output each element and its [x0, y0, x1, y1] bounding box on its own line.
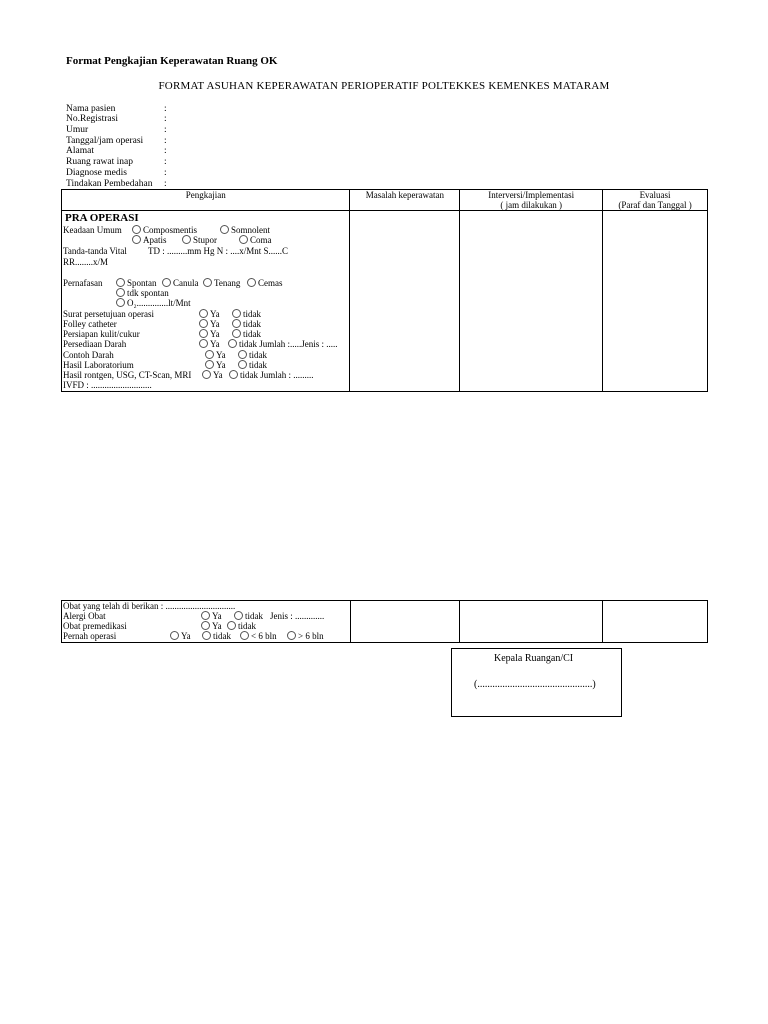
radio-icon[interactable]	[247, 278, 256, 287]
radio-icon[interactable]	[205, 360, 214, 369]
option-kurang-6-bln[interactable]: < 6 bln	[240, 631, 277, 641]
radio-icon[interactable]	[220, 225, 229, 234]
separator: :	[164, 104, 167, 114]
label-contoh-darah: Contoh Darah	[63, 350, 114, 360]
option-ya[interactable]: Ya	[199, 329, 220, 339]
radio-icon[interactable]	[232, 309, 241, 318]
section-pra-operasi: PRA OPERASI	[65, 212, 139, 224]
option-tidak[interactable]: tidak	[227, 621, 256, 631]
radio-icon[interactable]	[201, 611, 210, 620]
radio-icon[interactable]	[229, 370, 238, 379]
header-evaluasi	[603, 190, 708, 211]
field-umur: Umur	[66, 125, 89, 135]
option-tidak[interactable]: tidak	[238, 360, 267, 370]
label-obat-diberikan: Obat yang telah di berikan : ...............................	[63, 601, 236, 611]
option-apatis[interactable]: Apatis	[132, 235, 167, 245]
label-ivfd: IVFD : ...........................	[63, 380, 152, 390]
label-folley-catheter: Folley catheter	[63, 319, 117, 329]
label-jenis: Jenis : .............	[270, 611, 325, 621]
label-keadaan-umum: Keadaan Umum	[63, 225, 122, 235]
radio-icon[interactable]	[287, 631, 296, 640]
option-ya[interactable]: Ya	[199, 309, 220, 319]
option-tidak-jumlah[interactable]: tidak Jumlah : .........	[229, 370, 314, 380]
radio-icon[interactable]	[116, 298, 125, 307]
intervensi-cell-2[interactable]	[460, 601, 603, 643]
label-tanda-vital: Tanda-tanda Vital	[63, 246, 127, 256]
field-nama-pasien: Nama pasien	[66, 104, 116, 114]
radio-icon[interactable]	[240, 631, 249, 640]
option-spontan[interactable]: Spontan	[116, 278, 157, 288]
field-no-registrasi: No.Registrasi	[66, 114, 118, 124]
header-masalah: Masalah keperawatan	[350, 190, 460, 211]
option-tidak[interactable]: tidak	[238, 350, 267, 360]
radio-icon[interactable]	[234, 611, 243, 620]
radio-icon[interactable]	[202, 370, 211, 379]
option-coma[interactable]: Coma	[239, 235, 272, 245]
option-canula[interactable]: Canula	[162, 278, 199, 288]
radio-icon[interactable]	[199, 329, 208, 338]
option-somnolent[interactable]: Somnolent	[220, 225, 270, 235]
separator: :	[164, 146, 167, 156]
label-persediaan-darah: Persediaan Darah	[63, 339, 127, 349]
header-intervensi-label: Interversi/Implementasi	[488, 190, 575, 200]
header-pengkajian: Pengkajian	[62, 190, 350, 211]
vital-rr: RR........x/M	[63, 257, 109, 267]
option-tdk-spontan[interactable]: tdk spontan	[116, 288, 169, 298]
field-tanggal-jam-operasi: Tanggal/jam operasi	[66, 136, 144, 146]
label-surat-persetujuan: Surat persetujuan operasi	[63, 309, 154, 319]
field-tindakan-pembedahan: Tindakan Pembedahan	[66, 179, 153, 189]
label-obat-premedikasi: Obat premedikasi	[63, 621, 127, 631]
radio-icon[interactable]	[232, 319, 241, 328]
signature-box	[451, 648, 622, 717]
medication-table	[61, 600, 708, 643]
option-stupor[interactable]: Stupor	[182, 235, 217, 245]
option-tidak[interactable]: tidak	[232, 329, 261, 339]
signature-line[interactable]: (..............................................)	[474, 679, 596, 690]
option-ya[interactable]: Ya	[201, 621, 222, 631]
label-alergi-obat: Alergi Obat	[63, 611, 106, 621]
field-diagnose-medis: Diagnose medis	[66, 168, 127, 178]
radio-icon[interactable]	[203, 278, 212, 287]
label-persiapan-kulit: Persiapan kulit/cukur	[63, 329, 140, 339]
option-tidak[interactable]: tidak	[232, 319, 261, 329]
radio-icon[interactable]	[201, 621, 210, 630]
option-ya[interactable]: Ya	[205, 360, 226, 370]
option-ya[interactable]: Ya	[205, 350, 226, 360]
radio-icon[interactable]	[227, 621, 236, 630]
vital-signs-values: TD : .........mm Hg N : ....x/Mnt S......C	[148, 246, 289, 256]
option-ya[interactable]: Ya	[201, 611, 222, 621]
option-cemas[interactable]: Cemas	[247, 278, 283, 288]
radio-icon[interactable]	[182, 235, 191, 244]
option-lebih-6-bln[interactable]: > 6 bln	[287, 631, 324, 641]
header-evaluasi-label: Evaluasi	[639, 190, 671, 200]
field-ruang-rawat-inap: Ruang rawat inap	[66, 157, 134, 167]
radio-icon[interactable]	[170, 631, 179, 640]
separator: :	[164, 114, 167, 124]
option-composmentis[interactable]: Composmentis	[132, 225, 197, 235]
assessment-table	[61, 189, 708, 392]
label-pernah-operasi: Pernah operasi	[63, 631, 117, 641]
separator: :	[164, 179, 167, 189]
option-ya[interactable]: Ya	[202, 370, 223, 380]
radio-icon[interactable]	[199, 339, 208, 348]
header-evaluasi-sub: (Paraf dan Tanggal )	[618, 200, 692, 210]
radio-icon[interactable]	[162, 278, 171, 287]
radio-icon[interactable]	[239, 235, 248, 244]
radio-icon[interactable]	[232, 329, 241, 338]
signature-title: Kepala Ruangan/CI	[494, 653, 574, 664]
radio-icon[interactable]	[228, 339, 237, 348]
option-ya[interactable]: Ya	[199, 319, 220, 329]
option-ya[interactable]: Ya	[170, 631, 191, 641]
separator: :	[164, 125, 167, 135]
header-intervensi	[460, 190, 603, 211]
radio-icon[interactable]	[199, 319, 208, 328]
radio-icon[interactable]	[132, 225, 141, 234]
option-tidak[interactable]: tidak	[202, 631, 231, 641]
radio-icon[interactable]	[116, 288, 125, 297]
form-main-title: FORMAT ASUHAN KEPERAWATAN PERIOPERATIF POLTEKKES KEMENKES MATARAM	[158, 80, 610, 92]
option-tidak[interactable]: tidak	[232, 309, 261, 319]
header-intervensi-sub: ( jam dilakukan )	[500, 200, 563, 210]
masalah-cell-2[interactable]	[350, 601, 460, 643]
label-pernafasan: Pernafasan	[63, 278, 103, 288]
radio-icon[interactable]	[238, 350, 247, 359]
radio-icon[interactable]	[199, 309, 208, 318]
medication-cell	[62, 601, 351, 643]
label-hasil-rontgen: Hasil rontgen, USG, CT-Scan, MRI	[63, 370, 192, 380]
evaluasi-cell-2[interactable]	[603, 601, 708, 643]
radio-icon[interactable]	[205, 350, 214, 359]
intervensi-cell[interactable]	[460, 211, 603, 392]
separator: :	[164, 168, 167, 178]
separator: :	[164, 157, 167, 167]
option-ya[interactable]: Ya	[199, 339, 220, 349]
pengkajian-cell	[62, 211, 350, 392]
masalah-cell[interactable]	[350, 211, 460, 392]
radio-icon[interactable]	[202, 631, 211, 640]
option-tidak-jumlah-jenis[interactable]: tidak Jumlah :.....Jenis : .....	[228, 339, 338, 349]
form-small-title: Format Pengkajian Keperawatan Ruang OK	[66, 55, 278, 67]
radio-icon[interactable]	[116, 278, 125, 287]
option-o2[interactable]: O₂..............lt/Mnt	[116, 298, 191, 308]
field-alamat: Alamat	[66, 146, 94, 156]
radio-icon[interactable]	[132, 235, 141, 244]
option-tidak[interactable]: tidak	[234, 611, 263, 621]
radio-icon[interactable]	[238, 360, 247, 369]
option-tenang[interactable]: Tenang	[203, 278, 240, 288]
evaluasi-cell[interactable]	[603, 211, 708, 392]
separator: :	[164, 136, 167, 146]
label-hasil-laboratorium: Hasil Laboratorium	[63, 360, 134, 370]
